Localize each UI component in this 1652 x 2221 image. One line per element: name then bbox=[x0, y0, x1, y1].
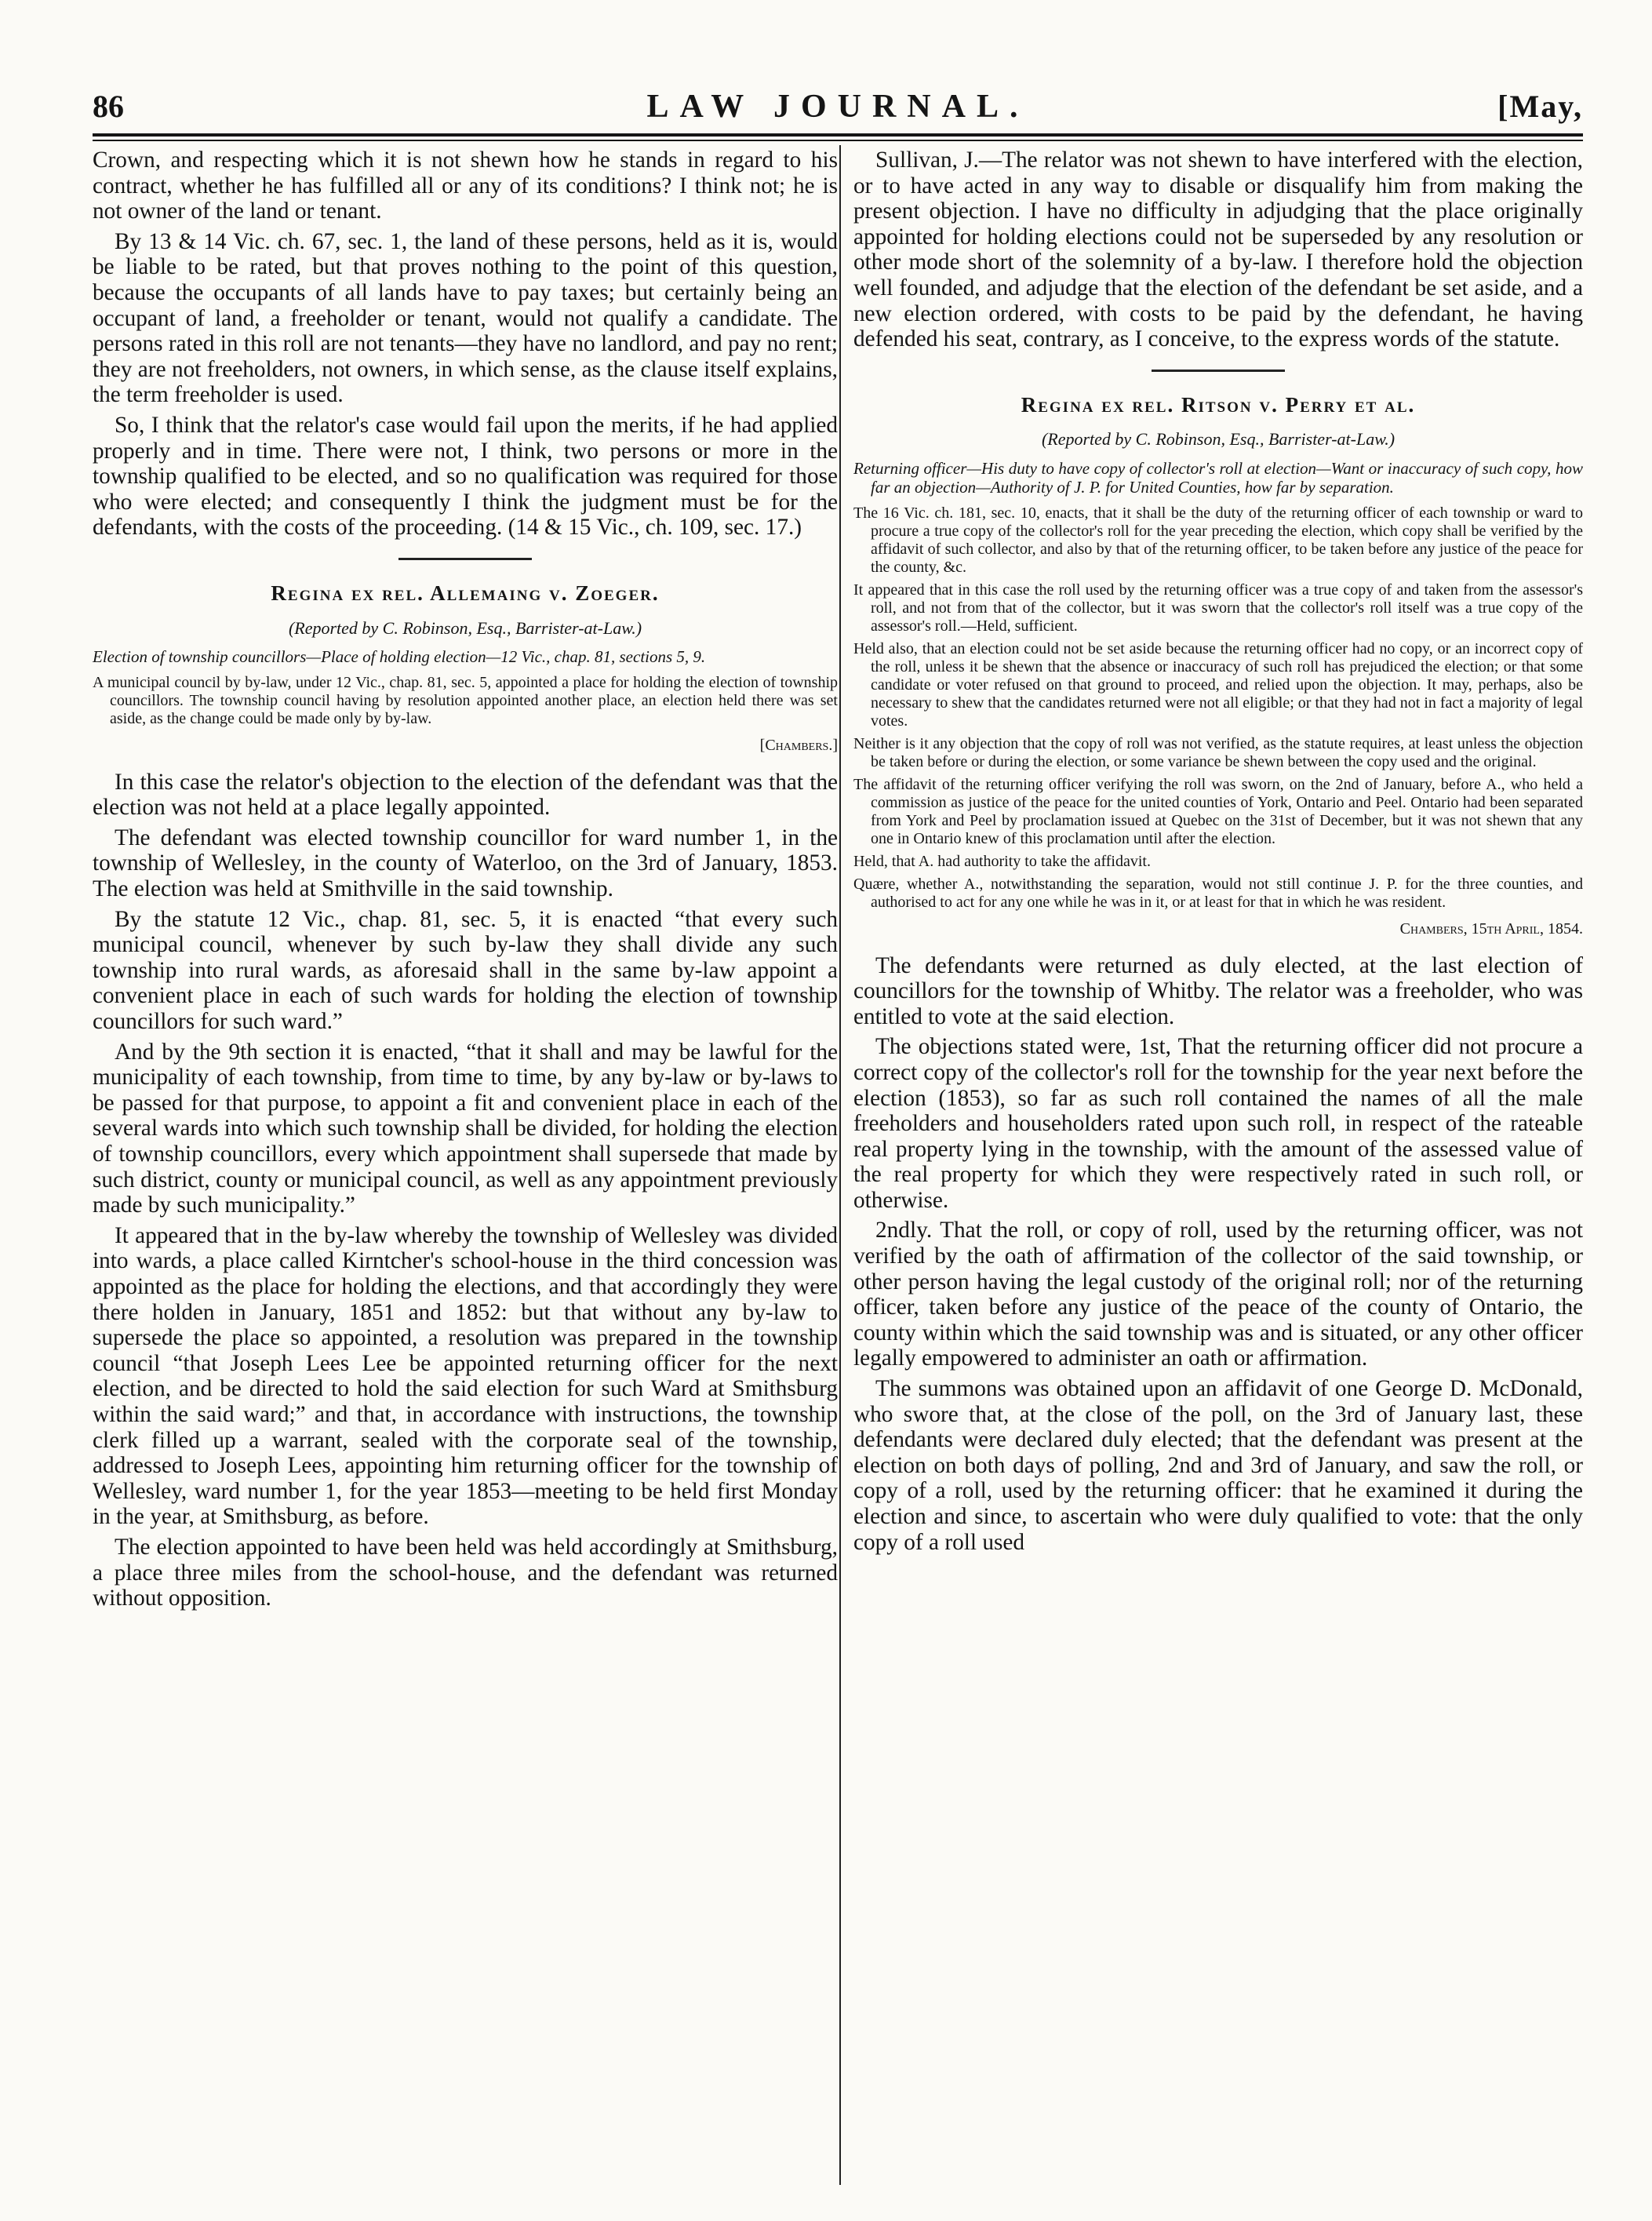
paragraph: 2ndly. That the roll, or copy of roll, used by the returning officer, was not verified by the oath of affirmation of the collector of the said township, or other person having the legal custody of the original roll; nor of the returning officer, taken before any justice of the peace of the county of Ontario, the county within which the said township was and is situated, or any other officer legally empowered to administer an oath or affirmation. bbox=[853, 1218, 1583, 1371]
right-column bbox=[853, 147, 1583, 1560]
note: Held, that A. had authority to take the affidavit. bbox=[853, 852, 1151, 870]
note: The 16 Vic. ch. 181, sec. 10, enacts, that it shall be the duty of the returning officer of each township or ward to procure a true copy of the collector's roll for the year preceding the election, which copy shall be verified by the affidavit of such collector, and also by that of the returning officer, to be taken before any justice of the peace for the county, &c. bbox=[853, 504, 1583, 576]
paragraph: The defendant was elected township councillor for ward number 1, in the township of Wellesley, in the county of Waterloo, on the 3rd of January, 1853. The election was held at Smithville in the said township. bbox=[93, 825, 838, 902]
paragraph: Crown, and respecting which it is not shewn how he stands in regard to his contract, whether he has fulfilled all or any of its conditions? I think not; he is not owner of the land or tenant. bbox=[93, 147, 838, 224]
case-summary: A municipal council by by-law, under 12 Vic., chap. 81, sec. 5, appointed a place for holding the election of township councillors. The township council having by resolution appointed another place, an election held there was set aside, as the change could be made only by by-law. bbox=[93, 674, 838, 728]
page-header bbox=[93, 88, 1583, 135]
paragraph: By 13 & 14 Vic. ch. 67, sec. 1, the land of these persons, held as it is, would be liable to be rated, but that proves nothing to the point of this question, because the occupants of all lands have to pay taxes; but certainly being an occupant of land, a freeholder or tenant, would not qualify a candidate. The persons rated in this roll are not tenants—they have no landlord, and pay no rent; they are not freeholders, not owners, in which sense, as the clause itself explains, the term freeholder is used. bbox=[93, 228, 838, 408]
note: Neither is it any objection that the copy of roll was not verified, as the statute requires, at least unless the objection be taken before or during the election, or some variance be shewn between the copy used and the original. bbox=[853, 734, 1583, 770]
note: It appeared that in this case the roll used by the returning officer was a true copy of and taken from the assessor's roll, and not from that of the collector, but it was sworn that the collector's roll itself was a true copy of the assessor's roll.—Held, sufficient. bbox=[853, 581, 1583, 635]
header-rule-thick bbox=[93, 133, 1583, 137]
paragraph: The summons was obtained upon an affidavit of one George D. McDonald, who swore that, at the close of the poll, on the 3rd of January last, these defendants were declared duly elected; that the defendant was present at the election on both days of polling, 2nd and 3rd of January, and saw the roll, or copy of a roll, used by the returning officer: that he examined it during the election and since, to ascertain who were duly qualified to vote: that the only copy of a roll used bbox=[853, 1376, 1583, 1555]
paragraph: So, I think that the relator's case would fail upon the merits, if he had applied properly and in time. There were not, I think, two persons or more in the township qualified to be elected, and so no qualification was required for those who were elected; and consequently I think the judgment must be for the defendants, with the costs of the proceeding. (14 & 15 Vic., ch. 109, sec. 17.) bbox=[93, 412, 838, 541]
column-divider bbox=[839, 145, 841, 2185]
paragraph: The defendants were returned as duly elected, at the last election of councillors for the township of Whitby. The relator was a freeholder, who was entitled to vote at the said election. bbox=[853, 952, 1583, 1029]
paragraph: And by the 9th section it is enacted, “that it shall and may be lawful for the municipality of each township, from time to time, by any by-law or by-laws to be passed for that purpose, to appoint a fit and convenient place in each of the several wards into which such township shall be divided, for holding the election of township councillors, every which appointment shall supersede that made by such district, county or municipal council, as well as any appointment previously made by such municipality.” bbox=[93, 1039, 838, 1218]
headnote: Returning officer—His duty to have copy of collector's roll at election—Want or inaccuracy of such copy, how far an objection—Authority of J. P. for United Counties, how far by separation. bbox=[853, 458, 1583, 497]
journal-title: LAW JOURNAL. bbox=[646, 89, 1029, 125]
case-title: Regina ex rel. Allemaing v. Zoeger. bbox=[271, 581, 660, 605]
note: Held also, that an election could not be set aside because the returning officer had no copy, or an incorrect copy of the roll, unless it be shewn that the absence or inaccuracy of such roll has prejudiced the election; or that some candidate or voter refused on that ground to proceed, and relied upon the objection. It may, perhaps, also be necessary to shew that the candidates returned were not all eligible; or that they had not in fact a majority of legal votes. bbox=[853, 639, 1584, 730]
paragraph: In this case the relator's objection to the election of the defendant was that the election was not held at a place legally appointed. bbox=[93, 769, 838, 821]
page-number: 86 bbox=[93, 89, 124, 124]
paragraph: It appeared that in the by-law whereby the township of Wellesley was divided into wards, a place called Kirntcher's school-house in the third concession was appointed as the place for holding the elections, and that accordingly they were there holden in January, 1851 and 1852: but that without any by-law to supersede the place so appointed, a resolution was prepared in the township council “that Joseph Lees Lee be appointed returning officer for the next election, and be directed to hold the said election for such Ward at Smithsburg within the said ward;” and that, in accordance with instructions, the township clerk filled up a warrant, sealed with the corporate seal of the township, addressed to Joseph Lees, appointing him returning officer for the township of Wellesley, ward number 1, for the year 1853—meeting to be held first Monday in the year, at Smithsburg, as before. bbox=[93, 1222, 838, 1530]
court-label: [Chambers.] bbox=[759, 737, 838, 755]
note: Quære, whether A., notwithstanding the separation, would not still continue J. P. for the three counties, and authorised to act for any one while he was in it, or at least for that in which he was resident. bbox=[853, 875, 1583, 911]
header-rule-thin bbox=[93, 140, 1583, 141]
reporter-line: (Reported by C. Robinson, Esq., Barrister-at-Law.) bbox=[1041, 429, 1395, 450]
headnote: Election of township councillors—Place of holding election—12 Vic., chap. 81, sections 5, 9. bbox=[93, 647, 706, 667]
paragraph: By the statute 12 Vic., chap. 81, sec. 5, it is enacted “that every such municipal council, whenever by such by-law they shall divide any such township into rural wards, as aforesaid shall in the same by-law appoint a convenient place in each of such wards for holding the election of township councillors for such ward.” bbox=[93, 906, 838, 1035]
issue-month: [May, bbox=[1497, 89, 1583, 124]
paragraph: Sullivan, J.—The relator was not shewn to have interfered with the election, or to have acted in any way to disable or disqualify him from making the present objection. I have no difficulty in adjudging that the place originally appointed for holding elections could not be superseded by any resolution or other mode short of the solemnity of a by-law. I therefore hold the objection well founded, and adjudge that the election of the defendant be set aside, and a new election ordered, with costs to be paid by the defendant, he having defended his seat, contrary, as I conceive, to the express words of the statute. bbox=[853, 147, 1583, 352]
section-divider bbox=[398, 558, 532, 560]
paragraph: The election appointed to have been held was held accordingly at Smithsburg, a place three miles from the school-house, and the defendant was returned without opposition. bbox=[93, 1534, 838, 1611]
note: The affidavit of the returning officer verifying the roll was sworn, on the 2nd of January, before A., who held a commission as justice of the peace for the united counties of York, Ontario and Peel. Ontario had been separated from York and Peel by proclamation issued at Quebec on the 31st of December, but it was not shewn that any one in Ontario knew of this proclamation until after the election. bbox=[853, 775, 1583, 847]
court-date: Chambers, 15th April, 1854. bbox=[1399, 919, 1583, 938]
paragraph: The objections stated were, 1st, That the returning officer did not procure a correct copy of the collector's roll for the township for the year next before the election (1853), so far as such roll contained the names of all the male freeholders and householders rated upon such roll, in respect of the rateable real property lying in the township, with the amount of the assessed value of the real property for which they were respectively rated in such roll, or otherwise. bbox=[853, 1034, 1583, 1213]
reporter-line: (Reported by C. Robinson, Esq., Barrister-at-Law.) bbox=[288, 617, 642, 638]
left-column bbox=[93, 147, 838, 1616]
section-divider bbox=[1152, 370, 1285, 372]
case-title: Regina ex rel. Ritson v. Perry et al. bbox=[1021, 392, 1416, 417]
